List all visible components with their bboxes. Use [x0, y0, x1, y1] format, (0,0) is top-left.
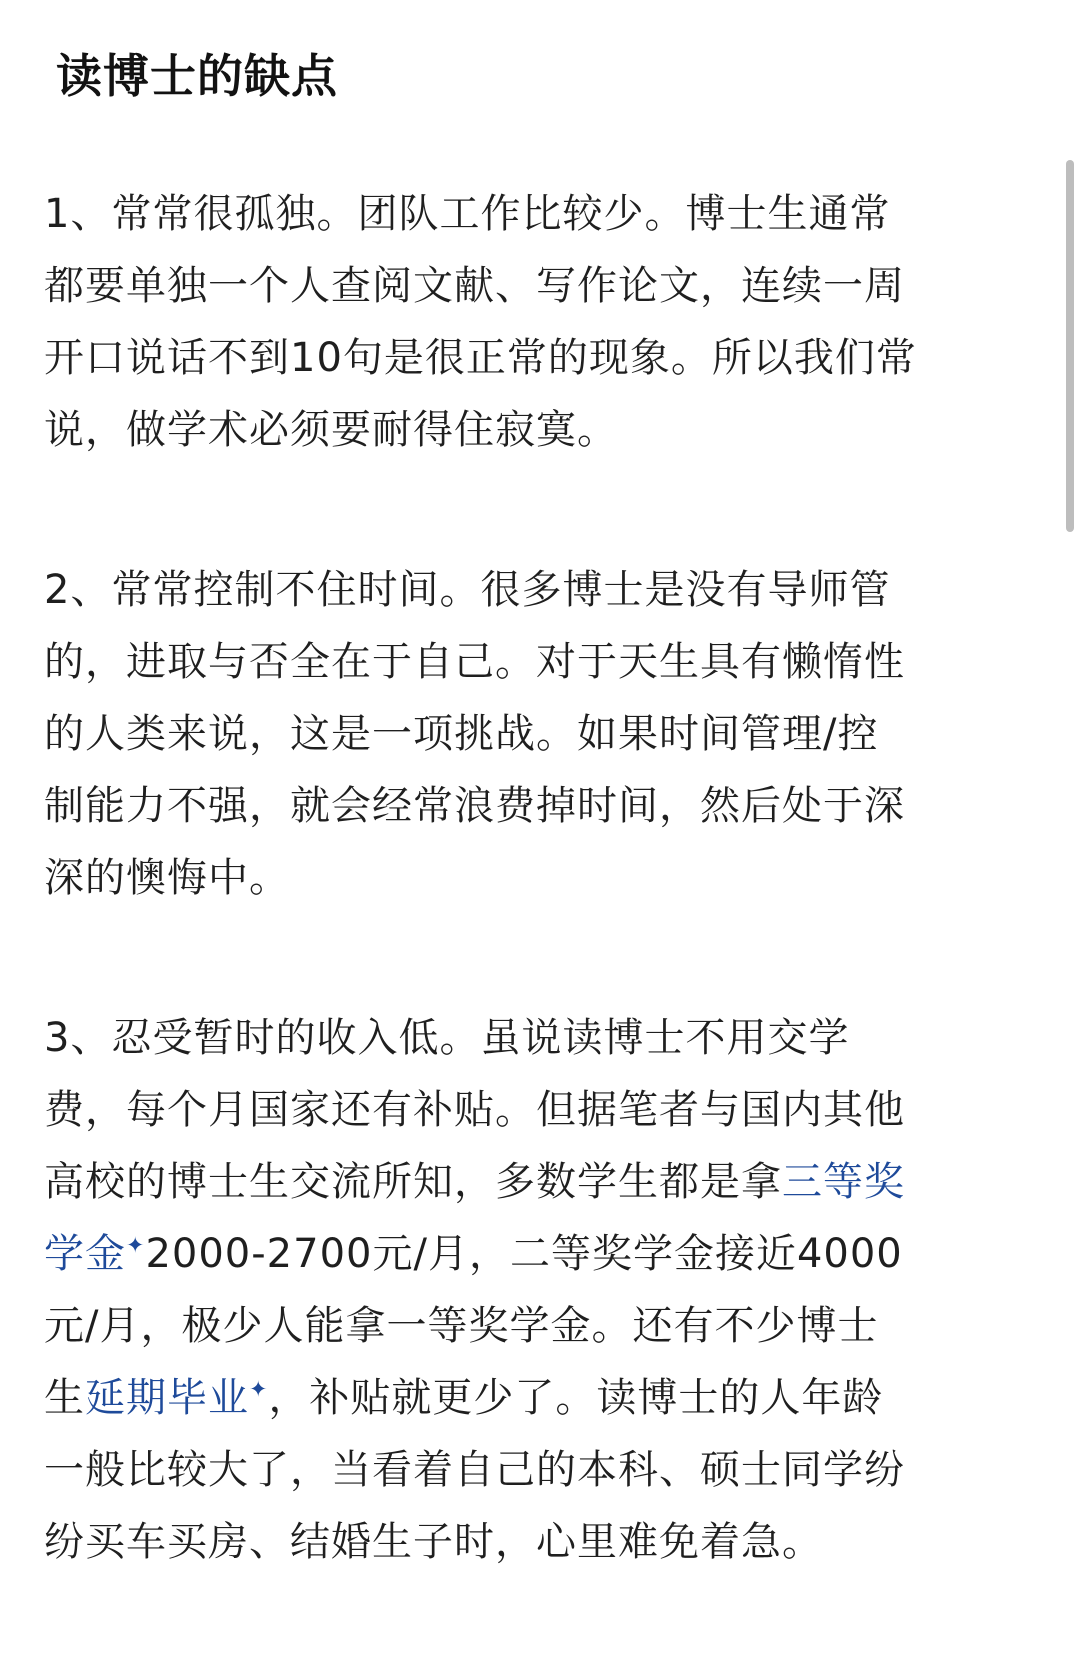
- article-body: [44, 178, 1044, 1666]
- text-line: 的，进取与否全在于自己。对于天生具有懒惰性: [44, 639, 905, 685]
- page-title: 读博士的缺点: [56, 49, 338, 103]
- text-segment: 高校的博士生交流所知，多数学生都是拿: [44, 1159, 782, 1205]
- scrollbar[interactable]: [1066, 160, 1074, 532]
- delayed-graduation-link[interactable]: 延期毕业: [85, 1375, 249, 1421]
- text-line: 深的懊悔中。: [44, 855, 290, 901]
- scholarship-link[interactable]: 学金: [44, 1231, 126, 1277]
- text-segment: 生: [44, 1375, 85, 1421]
- text-line: 的人类来说，这是一项挑战。如果时间管理/控: [44, 711, 879, 757]
- text-segment: ，补贴就更少了。读博士的人年龄: [268, 1375, 884, 1421]
- paragraph-2: [44, 554, 1044, 914]
- text-line: 说，做学术必须要耐得住寂寞。: [44, 407, 618, 453]
- text-line: [44, 1218, 1044, 1290]
- text-line: [44, 1146, 1044, 1218]
- text-line: 2、常常控制不住时间。很多博士是没有导师管: [44, 567, 891, 613]
- text-line: 3、忍受暂时的收入低。虽说读博士不用交学: [44, 1015, 850, 1061]
- sparkle-icon[interactable]: ✦: [249, 1377, 269, 1403]
- paragraph-3: [44, 1002, 1044, 1578]
- text-segment: 2000-2700元/月，二等奖学金接近4000: [145, 1231, 903, 1277]
- text-line: 费，每个月国家还有补贴。但据笔者与国内其他: [44, 1087, 905, 1133]
- text-line: 纷买车买房、结婚生子时，心里难免着急。: [44, 1519, 823, 1565]
- text-line: 开口说话不到10句是很正常的现象。所以我们常: [44, 335, 917, 381]
- text-line: 1、常常很孤独。团队工作比较少。博士生通常: [44, 191, 891, 237]
- text-line: [44, 1362, 1044, 1434]
- text-line: 制能力不强，就会经常浪费掉时间，然后处于深: [44, 783, 905, 829]
- scholarship-link[interactable]: 三等奖: [782, 1159, 905, 1205]
- paragraph-1: [44, 178, 1044, 466]
- text-line: 一般比较大了，当看着自己的本科、硕士同学纷: [44, 1447, 905, 1493]
- text-line: 元/月，极少人能拿一等奖学金。还有不少博士: [44, 1303, 879, 1349]
- text-line: 都要单独一个人查阅文献、写作论文，连续一周: [44, 263, 905, 309]
- sparkle-icon[interactable]: ✦: [126, 1233, 146, 1259]
